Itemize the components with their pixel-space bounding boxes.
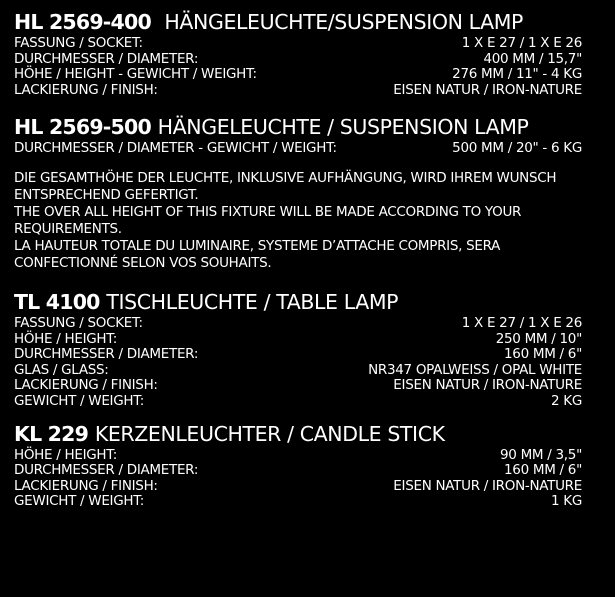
height-note [14, 170, 582, 272]
spec-value: 2 KG [551, 392, 582, 409]
section-heading [14, 8, 582, 36]
product-title: HÄNGELEUCHTE/SUSPENSION LAMP [164, 10, 523, 34]
spec-value: EISEN NATUR / IRON-NATURE [393, 377, 582, 394]
product-title: TISCHLEUCHTE / TABLE LAMP [106, 289, 399, 314]
spec-value: 400 MM / 15,7" [483, 50, 582, 67]
spec-section-tl-4100 [14, 288, 582, 410]
note-german: DIE GESAMTHÖHE DER LEUCHTE, INKLUSIVE AUFHÄNGUNG, WIRD IHREM WUNSCH ENTSPRECHEND GEFERTIGT. [14, 169, 557, 203]
spec-label: HÖHE / HEIGHT: [14, 446, 117, 463]
spec-value: 160 MM / 6" [504, 462, 582, 479]
section-heading [14, 420, 582, 448]
product-spec-sheet [14, 8, 582, 510]
note-french: LA HAUTEUR TOTALE DU LUMINAIRE, SYSTEME D’ATTACHE COMPRIS, SERA CONFECTIONNÉ SELON VOS SOUHAITS. [14, 237, 501, 271]
spec-label: DURCHMESSER / DIAMETER: [14, 462, 199, 479]
spec-row [14, 52, 582, 68]
spec-row [14, 448, 582, 464]
product-code: HL 2569-500 [14, 115, 151, 140]
spec-row [14, 347, 582, 363]
product-code: TL 4100 [14, 289, 100, 314]
spec-label: LACKIERUNG / FINISH: [14, 477, 158, 494]
spec-value: EISEN NATUR / IRON-NATURE [393, 477, 582, 494]
spec-section-hl-2569-500 [14, 113, 582, 157]
section-heading [14, 288, 582, 316]
spec-value: 160 MM / 6" [504, 346, 582, 363]
spec-label: DURCHMESSER / DIAMETER: [14, 50, 199, 67]
spec-label: FASSUNG / SOCKET: [14, 35, 143, 51]
product-title: HÄNGELEUCHTE / SUSPENSION LAMP [157, 115, 529, 140]
product-code: KL 229 [14, 421, 89, 446]
spec-row [14, 378, 582, 394]
spec-row [14, 83, 582, 99]
spec-row [14, 316, 582, 332]
spec-label: LACKIERUNG / FINISH: [14, 81, 158, 98]
spec-value: 250 MM / 10" [495, 330, 582, 347]
spacer [14, 157, 582, 170]
spec-row [14, 494, 582, 510]
spec-section-kl-229 [14, 420, 582, 510]
spec-label: GEWICHT / WEIGHT: [14, 493, 144, 510]
spec-label: LACKIERUNG / FINISH: [14, 377, 158, 394]
spec-value: NR347 OPALWEISS / OPAL WHITE [368, 361, 582, 378]
spec-row [14, 332, 582, 348]
product-title: KERZENLEUCHTER / CANDLE STICK [94, 421, 445, 446]
spec-row [14, 394, 582, 410]
spec-row [14, 363, 582, 379]
note-english: THE OVER ALL HEIGHT OF THIS FIXTURE WILL BE MADE ACCORDING TO YOUR REQUIREMENTS. [14, 203, 522, 237]
spec-label: FASSUNG / SOCKET: [14, 314, 143, 331]
spec-value: EISEN NATUR / IRON-NATURE [393, 81, 582, 98]
spec-row [14, 479, 582, 495]
spec-value: 1 KG [551, 493, 582, 510]
section-heading [14, 113, 582, 141]
spec-label: HÖHE / HEIGHT: [14, 330, 117, 347]
spec-value: 500 MM / 20" - 6 KG [452, 140, 582, 157]
product-code: HL 2569-400 [14, 10, 151, 34]
spec-value: 1 X E 27 / 1 X E 26 [461, 35, 582, 51]
spec-row [14, 36, 582, 52]
spec-label: HÖHE / HEIGHT - GEWICHT / WEIGHT: [14, 66, 257, 83]
spec-label: DURCHMESSER / DIAMETER - GEWICHT / WEIGHT: [14, 140, 337, 157]
spec-value: 90 MM / 3,5" [500, 446, 582, 463]
spec-label: GEWICHT / WEIGHT: [14, 392, 144, 409]
spec-row [14, 67, 582, 83]
spec-row [14, 463, 582, 479]
spec-value: 1 X E 27 / 1 X E 26 [461, 314, 582, 331]
spec-row [14, 141, 582, 157]
spacer [14, 98, 582, 113]
spec-label: DURCHMESSER / DIAMETER: [14, 346, 199, 363]
spacer [14, 272, 582, 288]
spec-label: GLAS / GLASS: [14, 361, 109, 378]
spacer [14, 410, 582, 420]
spec-section-hl-2569-400 [14, 8, 582, 98]
spec-value: 276 MM / 11" - 4 KG [452, 66, 582, 83]
